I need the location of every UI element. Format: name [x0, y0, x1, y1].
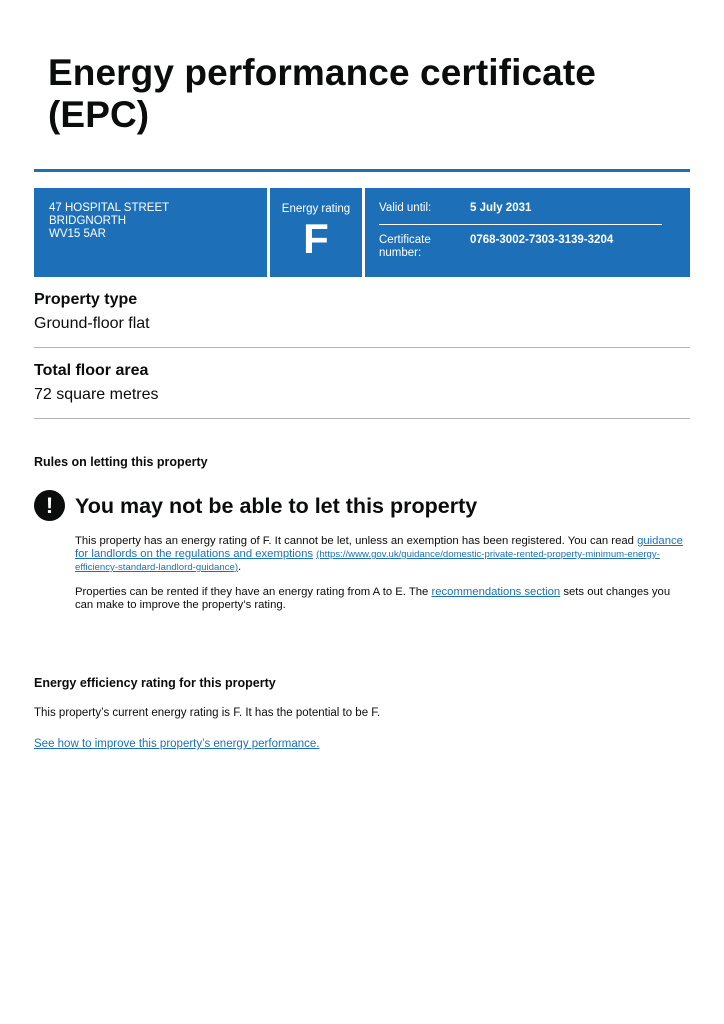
address-block: [34, 188, 267, 277]
letting-text: This property has an energy rating of F. It cannot be let, unless an exemption has been registered. You can read: [75, 535, 638, 547]
valid-until-value: 5 July 2031: [470, 202, 532, 214]
warning-icon: !: [34, 490, 65, 521]
certificate-number-value: 0768-3002-7303-3139-3204: [470, 234, 614, 246]
letting-text: Properties can be rented if they have an energy rating from A to E. The: [75, 586, 432, 598]
valid-until-label: Valid until:: [379, 202, 432, 214]
letting-paragraph-1: [75, 535, 687, 574]
certificate-number-label: Certificate number:: [379, 234, 431, 259]
improve-performance-link[interactable]: See how to improve this property’s energy performance.: [34, 738, 320, 750]
floor-area-heading: Total floor area: [34, 362, 149, 379]
letting-paragraph-2: [75, 586, 687, 612]
efficiency-rating-heading: Energy efficiency rating for this property: [34, 676, 276, 690]
landlord-guidance-url[interactable]: (https://www.gov.uk/guidance/domestic-private-rented-property-minimum-energy-efficiency-standard-landlord-guidance): [75, 549, 660, 573]
letting-text-end: sets out changes you can make to improve the property’s rating.: [75, 586, 671, 611]
section-divider: [34, 418, 690, 419]
valid-until-row: [379, 202, 690, 215]
energy-rating-label: Energy rating: [281, 203, 351, 215]
letting-text-end: .: [238, 561, 242, 573]
epc-summary-panel: [34, 188, 690, 277]
certificate-number-row: [379, 234, 690, 260]
property-type-value: Ground-floor flat: [34, 315, 150, 332]
efficiency-rating-text: This property’s current energy rating is F. It has the potential to be F.: [34, 707, 381, 719]
energy-rating-block: [270, 188, 362, 277]
certificate-block: [365, 188, 690, 277]
landlord-guidance-link[interactable]: guidance for landlords on the regulations and exemptions: [75, 535, 683, 560]
property-type-heading: Property type: [34, 291, 138, 308]
letting-rules-heading: Rules on letting this property: [34, 455, 208, 469]
address-line-3: WV15 5AR: [49, 228, 106, 240]
address-line-2: BRIDGNORTH: [49, 215, 127, 227]
page-title: Energy performance certificate (EPC): [48, 52, 596, 135]
recommendations-link[interactable]: recommendations section: [431, 586, 561, 598]
address-line-1: 47 HOSPITAL STREET: [49, 202, 170, 214]
certificate-divider: [379, 224, 662, 225]
energy-rating-grade: F: [303, 215, 329, 262]
title-divider: [34, 169, 690, 172]
floor-area-value: 72 square metres: [34, 386, 159, 403]
letting-warning-heading: You may not be able to let this property: [75, 494, 478, 518]
section-divider: [34, 347, 690, 348]
